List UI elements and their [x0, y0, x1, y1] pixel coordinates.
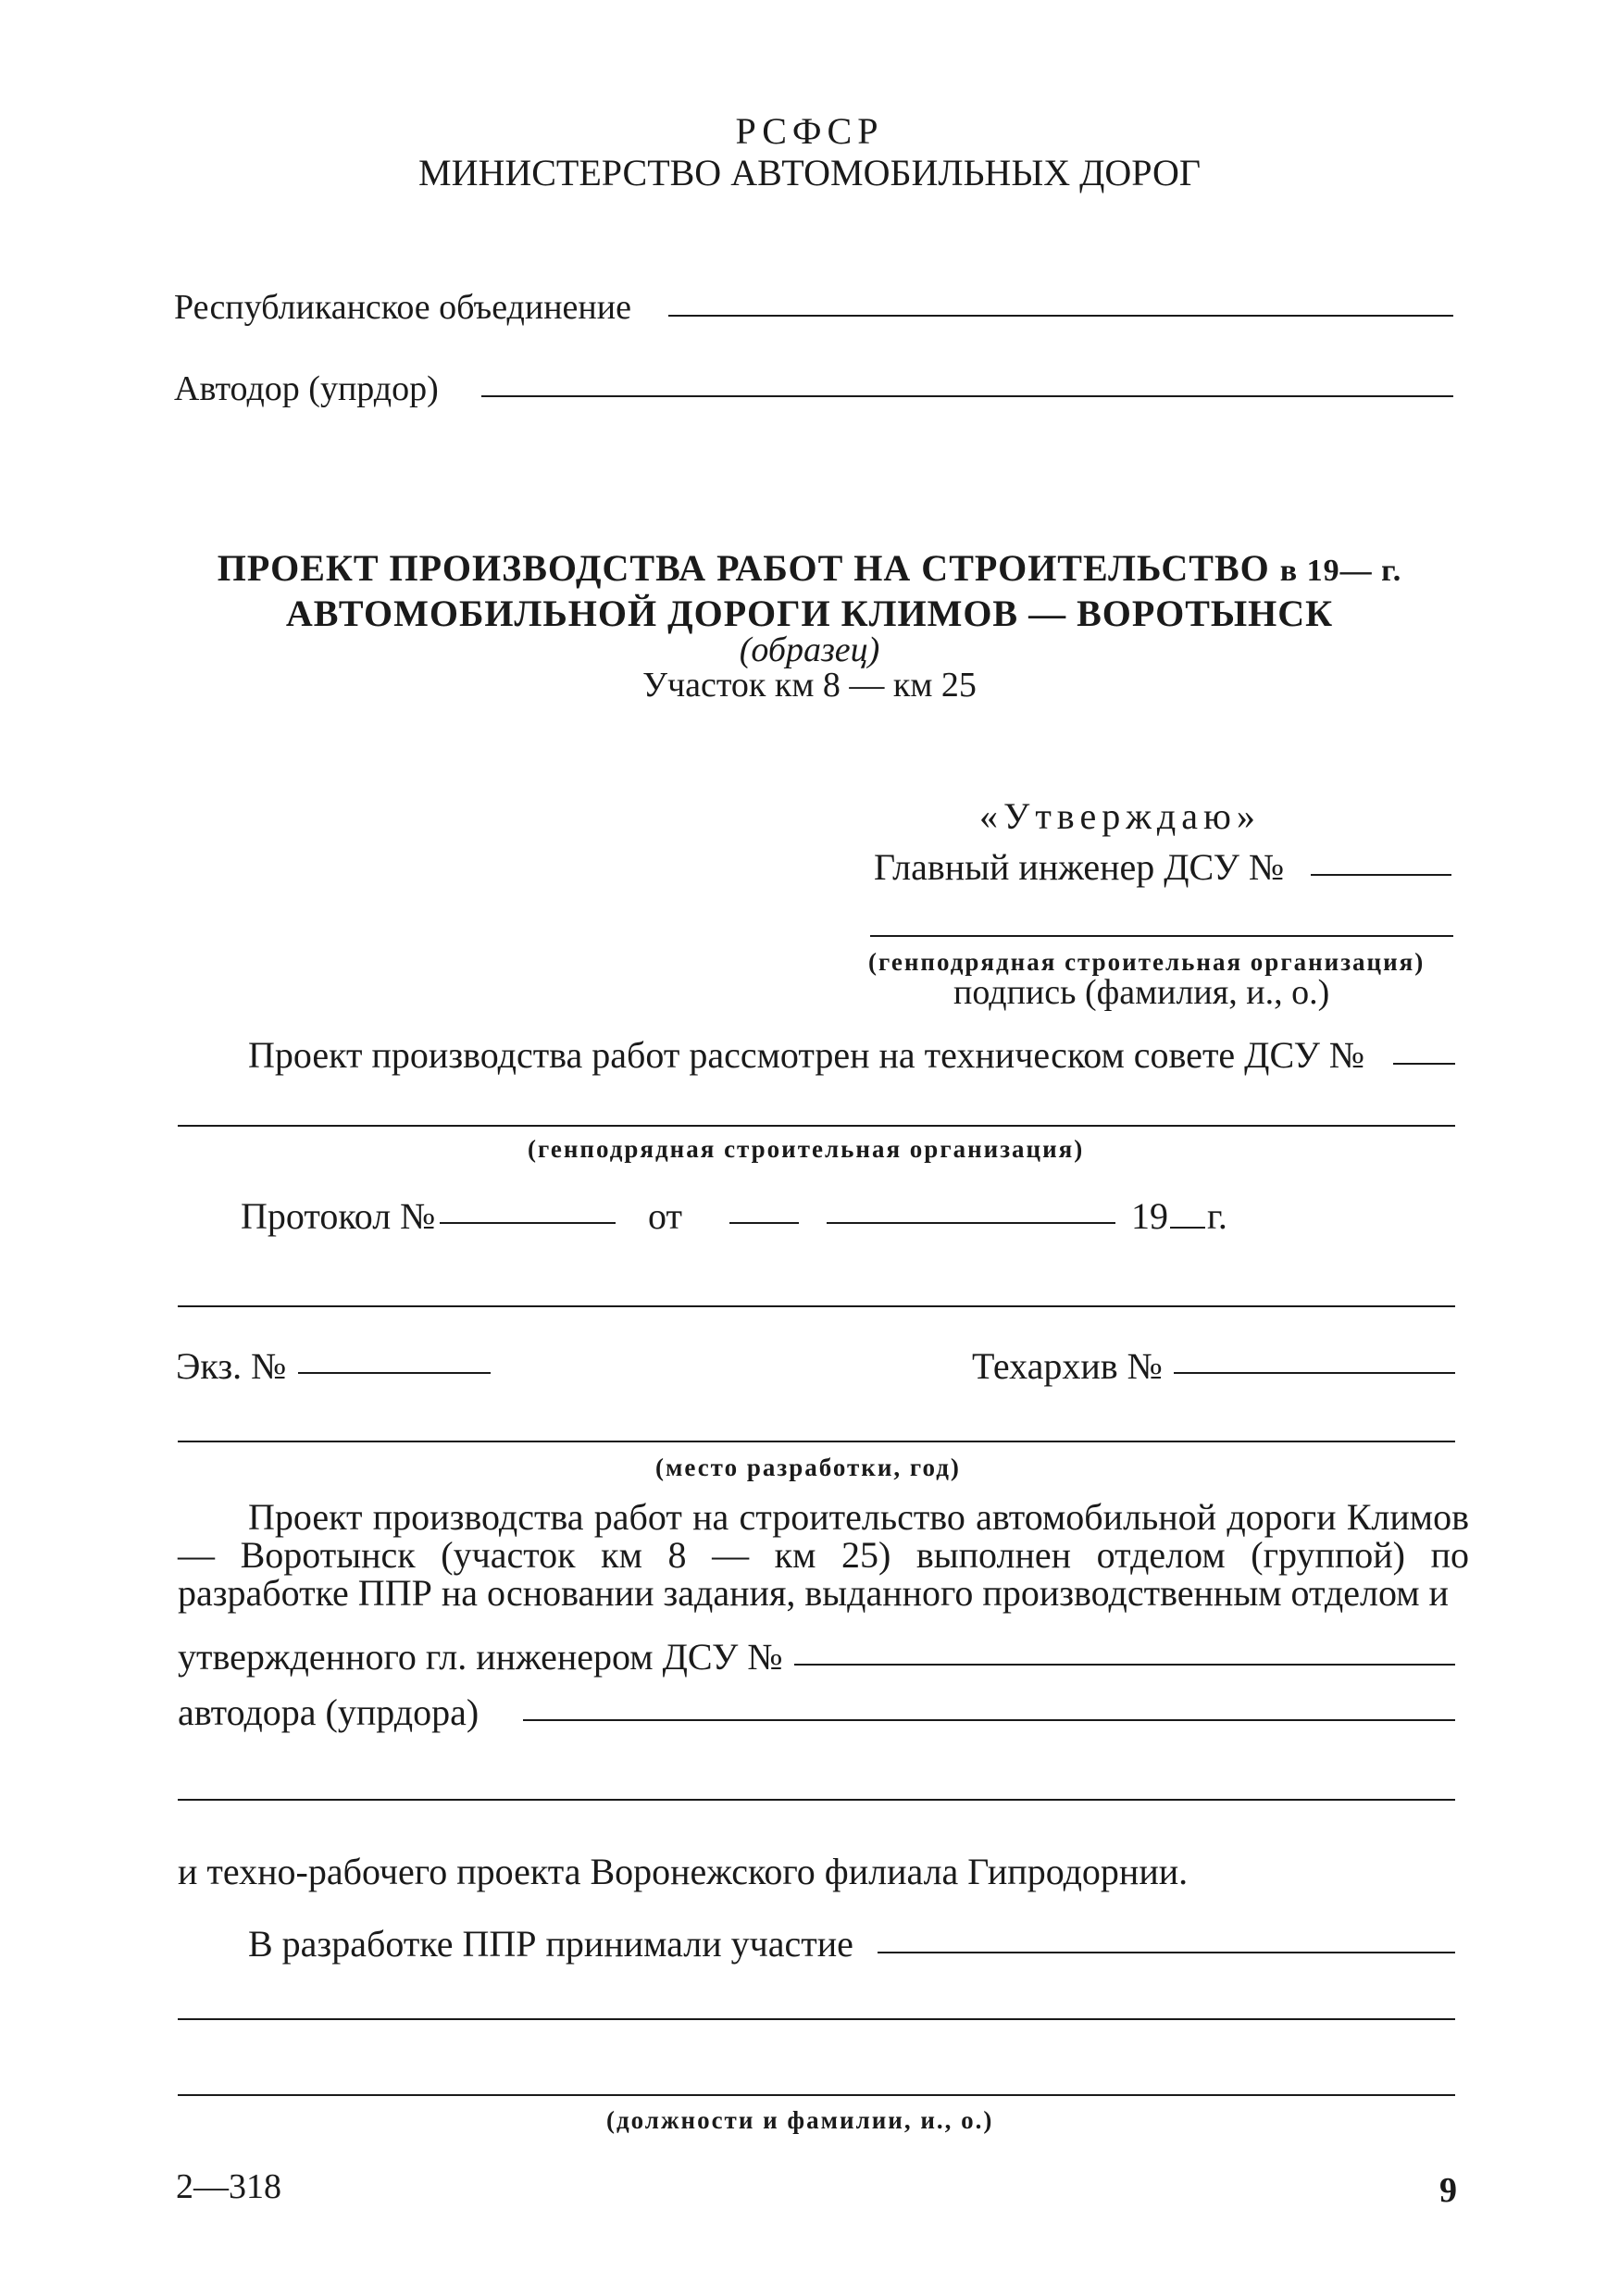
approval-org-caption: (генподрядная строительная организация) — [868, 948, 1426, 976]
review-org-line — [178, 1125, 1455, 1127]
techarchive-label: Техархив № — [972, 1345, 1163, 1387]
protocol-year-prefix: 19 — [1131, 1195, 1168, 1237]
review-text: Проект производства работ рассмотрен на техническом совете ДСУ № — [248, 1034, 1365, 1076]
body-paragraph: Проект производства работ на строительство автомобильной дороги Климов — Воротынск (участок км 8 — км 25) выполнен отделом (группой) по разработке ППР на основании задания, выданного производственным отделом и — [178, 1496, 1469, 1614]
protocol-number-line — [440, 1222, 616, 1224]
approved-by-line — [794, 1664, 1455, 1666]
participants-line-2 — [178, 2018, 1455, 2020]
protocol-year-suffix: г. — [1207, 1195, 1227, 1237]
techarchive-line — [1174, 1372, 1455, 1374]
chief-engineer-label: Главный инженер ДСУ № — [874, 846, 1285, 888]
avtodor-gen-label: автодора (упрдора) — [178, 1691, 479, 1733]
avtodor-extra-line — [178, 1799, 1455, 1801]
participants-line-1 — [878, 1952, 1455, 1953]
avtodor-label: Автодор (упрдор) — [174, 369, 439, 408]
title-year: в 19— г. — [1279, 554, 1402, 588]
protocol-day-line — [729, 1222, 799, 1224]
title-line-1 — [0, 546, 1619, 590]
protocol-month-line — [827, 1222, 1115, 1224]
document-code: 2—318 — [176, 2167, 281, 2206]
positions-caption: (должности и фамилии, и., о.) — [606, 2106, 994, 2134]
signature-caption: подпись (фамилия, и., о.) — [953, 973, 1330, 1012]
place-line — [178, 1441, 1455, 1442]
participants-label: В разработке ППР принимали участие — [248, 1923, 853, 1965]
approved-by-label: утвержденного гл. инженером ДСУ № — [178, 1636, 783, 1678]
participants-line-3 — [178, 2094, 1455, 2096]
copy-label: Экз. № — [176, 1345, 287, 1387]
country-heading: РСФСР — [735, 110, 884, 152]
approval-org-line — [870, 935, 1453, 937]
page-number: 9 — [1439, 2171, 1457, 2210]
place-caption: (место разработки, год) — [655, 1454, 961, 1481]
title-main: ПРОЕКТ ПРОИЗВОДСТВА РАБОТ НА СТРОИТЕЛЬСТВО — [217, 547, 1270, 589]
avtodor-gen-line — [523, 1719, 1455, 1721]
copy-number-line — [298, 1372, 491, 1374]
protocol-year-line — [1170, 1227, 1205, 1229]
protocol-year — [1131, 1194, 1227, 1238]
review-org-caption: (генподрядная строительная организация) — [528, 1135, 1085, 1163]
approve-label: «Утверждаю» — [979, 795, 1261, 837]
protocol-label: Протокол № — [241, 1195, 436, 1237]
avtodor-line — [481, 395, 1453, 397]
review-dsu-line — [1393, 1063, 1455, 1065]
title-line-2: АВТОМОБИЛЬНОЙ ДОРОГИ КЛИМОВ — ВОРОТЫНСК — [285, 593, 1334, 634]
union-line — [668, 315, 1453, 317]
protocol-extra-line — [178, 1305, 1455, 1307]
techproject-text: и техно-рабочего проекта Воронежского филиала Гипродорнии. — [178, 1851, 1189, 1892]
ministry-heading: МИНИСТЕРСТВО АВТОМОБИЛЬНЫХ ДОРОГ — [418, 152, 1201, 193]
sample-label: (образец) — [739, 630, 880, 669]
section-label: Участок км 8 — км 25 — [642, 666, 977, 705]
protocol-from-label: от — [648, 1195, 682, 1237]
union-label: Республиканское объединение — [174, 288, 631, 327]
chief-engineer-line — [1311, 874, 1451, 876]
